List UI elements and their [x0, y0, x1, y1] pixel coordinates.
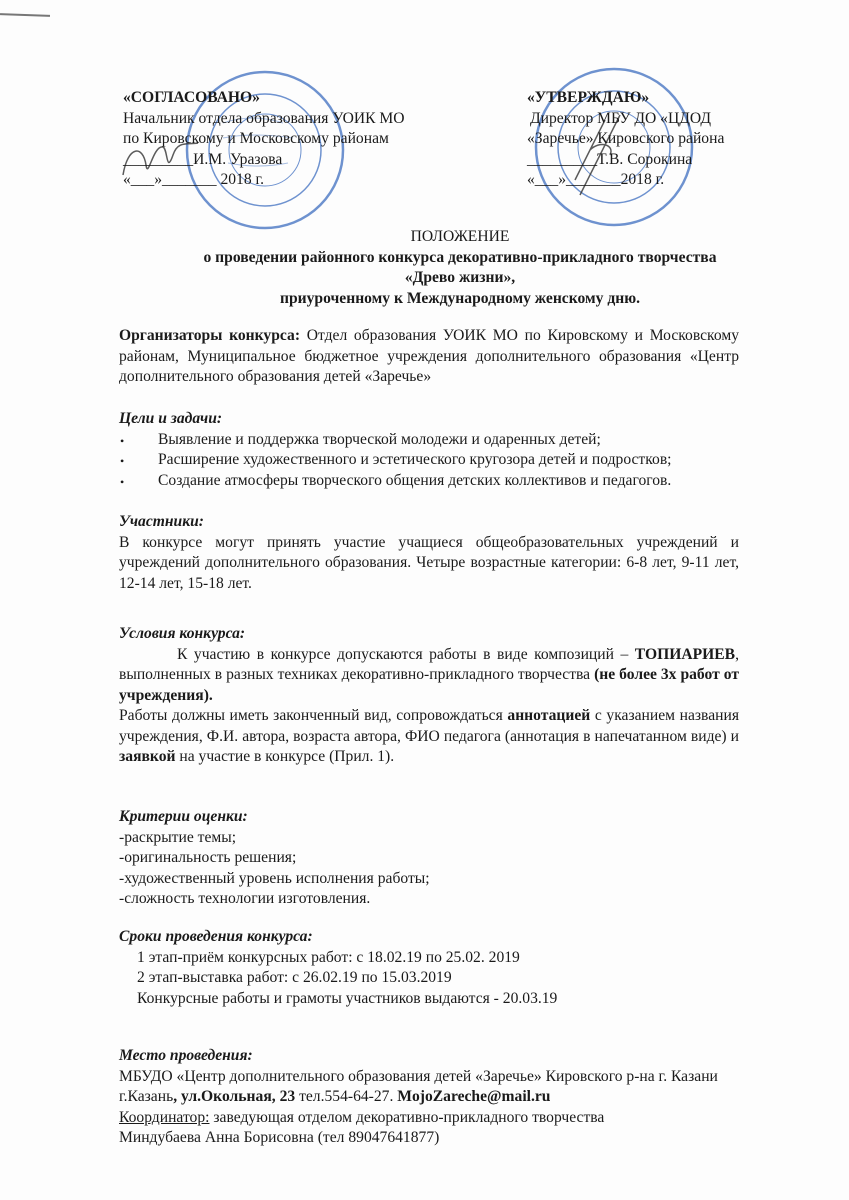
application-emphasis: заявкой [119, 748, 176, 765]
venue-heading: Место проведения: [119, 1047, 253, 1064]
date-item: 1 этап-приём конкурсных работ: с 18.02.19 по 25.02. 2019 [137, 948, 520, 966]
title-line-3: «Древо жизни», [404, 269, 516, 286]
venue-street: , ул.Окольная, 23 [173, 1088, 296, 1105]
conditions-heading: Условия конкурса: [119, 625, 246, 642]
conditions-section [119, 624, 739, 768]
approved-title: «УТВЕРЖДАЮ» [527, 89, 650, 106]
approved-organization: «Заречье» Кировского района [527, 130, 725, 147]
venue-name: МБУДО «Центр дополнительного образования детей «Заречье» Кировского р-на г. Казани [119, 1067, 718, 1085]
venue-phone: тел.554-64-27. [295, 1088, 398, 1105]
coordinator-role: заведующая отделом декоративно-прикладного творчества [209, 1108, 605, 1126]
goals-heading: Цели и задачи: [119, 410, 223, 427]
criteria-heading: Критерии оценки: [119, 808, 248, 825]
participants-text: В конкурсе могут принять участие учащиеся общеобразовательных учреждений и учреждений дополнительного образования. Четыре возрастные категории: 6-8 лет, 9-11 лет, 12-14 лет, 15-18 лет. [119, 533, 739, 592]
coordinator-line [119, 1108, 759, 1129]
text: К участию в конкурсе допускаются работы в виде композиций – [177, 645, 635, 663]
goals-list [119, 430, 739, 492]
coordinator-name: Миндубаева Анна Борисовна (тел 89047641877) [119, 1129, 440, 1146]
agreed-title: «СОГЛАСОВАНО» [123, 89, 260, 106]
annotation-emphasis: аннотацией [507, 707, 591, 724]
scan-artifact [0, 13, 50, 17]
organizers-text: Отдел образования УОИК МО по Кировскому и Московскому районам, Муниципальное бюджетное учреждения дополнительного образования «Центр дополнительного образования детей «Заречье» [119, 327, 739, 385]
organizers-label: Организаторы конкурса: [119, 327, 301, 344]
venue-address [119, 1087, 759, 1108]
venue-email-link[interactable]: MojoZareche@mail.ru [397, 1088, 551, 1105]
venue-section [119, 1046, 759, 1149]
title-main: ПОЛОЖЕНИЕ [410, 228, 510, 245]
dates-heading: Сроки проведения конкурса: [119, 928, 313, 945]
participants-section [119, 512, 739, 594]
goal-item: • Выявление и поддержка творческой молодежи и одаренных детей; [119, 430, 739, 451]
date-item: Конкурсные работы и грамоты участников выдаются - 20.03.19 [137, 989, 558, 1007]
conditions-paragraph-1 [119, 645, 739, 707]
criterion-item: -художественный уровень исполнения работы; [119, 869, 430, 887]
date-item: 2 этап-выставка работ: с 26.02.19 по 15.03.2019 [137, 969, 452, 986]
agreed-date: «___»_______ 2018 г. [123, 171, 265, 188]
text: на участие в конкурсе (Прил. 1). [175, 748, 395, 765]
topiary-emphasis: ТОПИАРИЕВ [634, 645, 736, 663]
criteria-section [119, 807, 739, 910]
agreed-position: Начальник отдела образования УОИК МО [123, 109, 405, 127]
approval-block-approved [527, 88, 724, 191]
goal-item: • Расширение художественного и эстетического кругозора детей и подростков; [119, 450, 739, 471]
approved-signer: _________Т.В. Сорокина [527, 150, 693, 168]
organizers-section [119, 326, 739, 388]
coordinator-label: Координатор: [119, 1108, 210, 1126]
text: с указанием названия учреждения, Ф.И. автора, возраста автора, ФИО педагога (аннотация в напечатанном виде) и [119, 707, 739, 745]
title-line-2: о проведении районного конкурса декоративно-прикладного творчества [203, 248, 717, 266]
agreed-signer: _________И.М. Уразова [123, 150, 283, 168]
approved-position: Директор МБУ ДО «ЦДОД [530, 109, 711, 127]
criterion-item: -оригинальность решения; [119, 849, 297, 866]
agreed-department: по Кировскому и Московскому районам [123, 130, 389, 147]
goal-item: • Создание атмосферы творческого общения детских коллективов и педагогов. [119, 471, 739, 492]
participants-heading: Участники: [119, 513, 204, 530]
criterion-item: -раскрытие темы; [119, 828, 237, 846]
title-line-4: приуроченному к Международному женскому дню. [279, 289, 641, 307]
approval-block-agreed [123, 88, 405, 191]
text: Работы должны иметь законченный вид, сопровождаться [119, 707, 508, 724]
limit-emphasis: (не более 3х работ от учреждения). [119, 666, 739, 704]
goals-section [119, 409, 739, 491]
dates-section [119, 927, 739, 1009]
conditions-paragraph-2 [119, 706, 739, 768]
document-title [80, 227, 840, 309]
approved-date: «___»_______2018 г. [527, 171, 665, 188]
text: , выполненных в разных техниках декоративно-прикладного творчества [119, 645, 739, 683]
criterion-item: -сложность технологии изготовления. [119, 890, 371, 907]
venue-city: г.Казань [119, 1088, 174, 1105]
